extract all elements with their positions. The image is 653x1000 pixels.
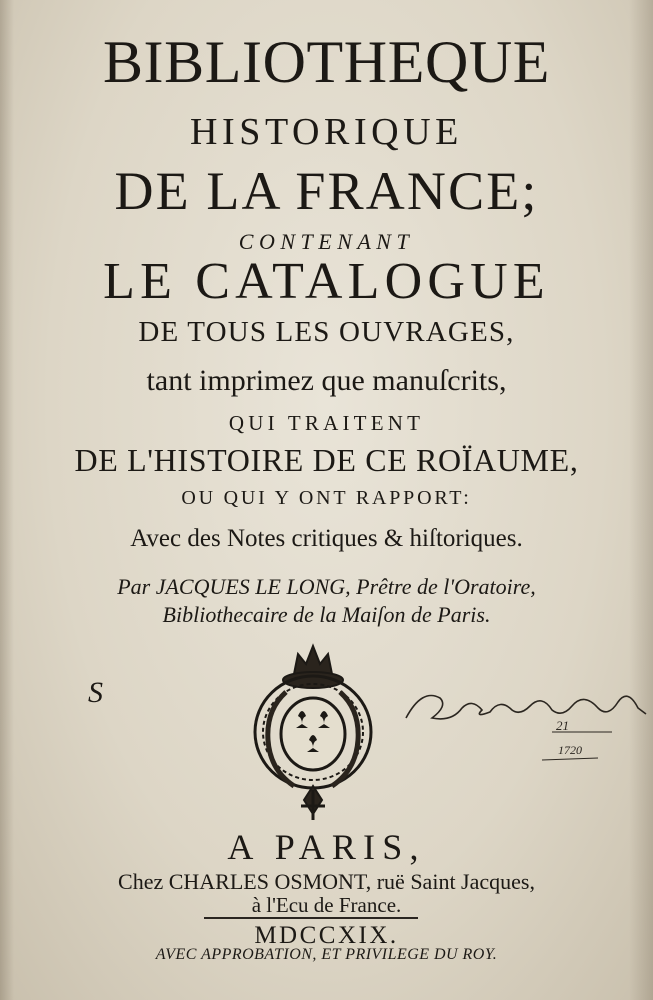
imprint-place: A PARIS, <box>227 827 426 867</box>
title-line-tant-imprimez: tant imprimez que manuſcrits, <box>146 364 507 397</box>
title-line-ou-qui-y-ont-rapport: OU QUI Y ONT RAPPORT: <box>181 487 472 509</box>
title-line-bibliotheque: BIBLIOTHEQUE <box>102 29 551 95</box>
author-line: Par JACQUES LE LONG, Prêtre de l'Oratoire, <box>117 574 536 599</box>
handwritten-date: 1720 <box>558 743 582 757</box>
title-line-contenant: CONTENANT <box>238 229 415 254</box>
title-line-de-l-histoire: DE L'HISTOIRE DE CE ROÏAUME, <box>74 442 579 478</box>
handwritten-mark: S <box>88 676 103 709</box>
royal-arms-crest-icon <box>246 640 380 822</box>
author-title-line: Bibliothecaire de la Maiſon de Paris. <box>162 602 491 627</box>
imprint-privilege: AVEC APPROBATION, ET PRIVILEGE DU ROY. <box>155 946 498 963</box>
imprint-year: MDCCXIX. <box>254 922 399 949</box>
handwritten-signature <box>402 678 648 768</box>
title-line-de-tous-les-ouvrages: DE TOUS LES OUVRAGES, <box>138 316 515 348</box>
imprint-sign: à l'Ecu de France. <box>251 893 402 917</box>
title-line-historique: HISTORIQUE <box>190 111 463 153</box>
handwritten-number: 21 <box>556 718 569 733</box>
imprint-publisher: Chez CHARLES OSMONT, ruë Saint Jacques, <box>118 869 535 894</box>
title-line-le-catalogue: LE CATALOGUE <box>103 253 550 310</box>
title-line-de-la-france: DE LA FRANCE; <box>114 161 539 221</box>
title-line-qui-traitent: QUI TRAITENT <box>228 411 425 435</box>
imprint-rule <box>204 917 418 919</box>
title-line-notes-critiques: Avec des Notes critiques & hiſtoriques. <box>130 525 523 552</box>
